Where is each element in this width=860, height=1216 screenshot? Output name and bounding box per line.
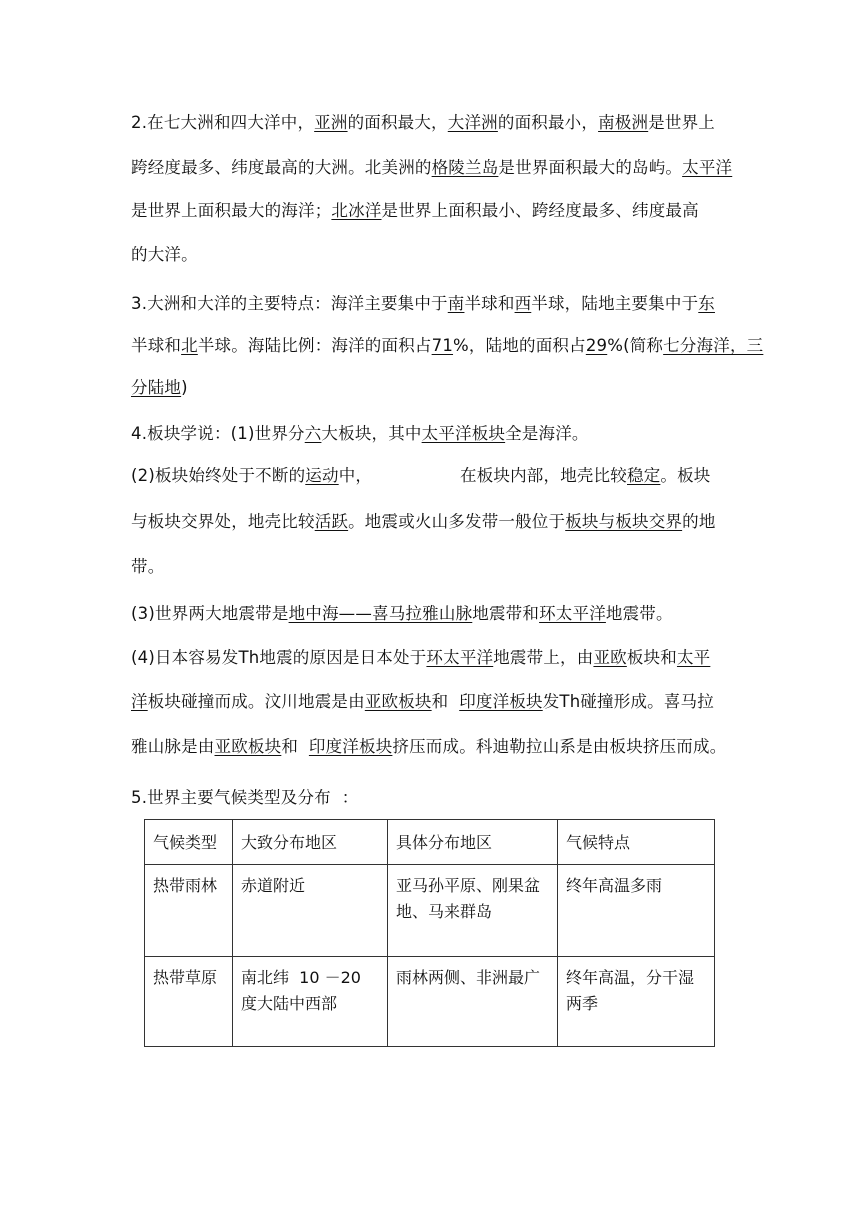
para-2-line-4 <box>131 244 198 266</box>
text: 是世界面积最大的岛屿。 <box>498 158 683 177</box>
table-cell: 热带雨林 <box>145 865 233 957</box>
para-4-line-8 <box>131 736 726 758</box>
answer-pacific-2: 太平 <box>676 648 711 667</box>
table-cell: 亚马孙平原、刚果盆地、马来群岛 <box>388 865 558 957</box>
text: (4)日本容易发Th地震的原因是日本处于 <box>131 648 427 667</box>
table-header-row <box>145 820 715 865</box>
para-4-line-2b <box>460 465 711 487</box>
text: (3)世界两大地震带是 <box>131 604 289 623</box>
text: 挤压而成。科迪勒拉山系是由板块挤压而成。 <box>392 737 727 756</box>
para-4-line-4 <box>131 556 164 578</box>
answer-pacific-plate: 太平洋板块 <box>421 424 506 443</box>
answer-east: 东 <box>698 294 715 313</box>
text: 半球和 <box>131 336 182 355</box>
text: 地震带和 <box>472 604 540 623</box>
text: 的面积最小， <box>497 113 599 132</box>
table-cell: 终年高温，分干湿两季 <box>558 957 715 1047</box>
answer-ratio: 七分海洋，三 <box>663 336 764 355</box>
text: 3.大洲和大洋的主要特点：海洋主要集中于 <box>131 294 448 313</box>
text: 2.在七大洲和四大洋中， <box>131 113 315 132</box>
table-cell: 南北纬 10 －20 度大陆中西部 <box>233 957 388 1047</box>
table-header-cell: 气候特点 <box>558 820 715 865</box>
text: 跨经度最多、纬度最高的大洲。北美洲的 <box>131 158 432 177</box>
para-3-line-1 <box>131 293 715 315</box>
text: 板块碰撞而成。汶川地震是由 <box>147 692 365 711</box>
text: 地震带上，由 <box>493 648 594 667</box>
text: 和 <box>281 737 309 756</box>
para-4-line-3 <box>131 511 716 533</box>
text: 4.板块学说：(1)世界分 <box>131 424 305 443</box>
text: 与板块交界处，地壳比较 <box>131 512 315 531</box>
text: ) <box>181 378 188 397</box>
text: 全是海洋。 <box>505 424 589 443</box>
answer-asia: 亚洲 <box>314 113 348 132</box>
text: 大板块，其中 <box>321 424 422 443</box>
text: 的地 <box>682 512 716 531</box>
answer-greenland: 格陵兰岛 <box>431 158 499 177</box>
table-header-cell: 具体分布地区 <box>388 820 558 865</box>
para-4-line-7 <box>131 691 714 713</box>
para-4-line-6 <box>131 647 710 669</box>
answer-arctic: 北冰洋 <box>331 201 382 220</box>
answer-circum-pacific-2: 环太平洋 <box>426 648 494 667</box>
table-row <box>145 865 715 957</box>
table-cell: 热带草原 <box>145 957 233 1047</box>
table-cell: 终年高温多雨 <box>558 865 715 957</box>
text: 的面积最大， <box>347 113 448 132</box>
text: 半球，陆地主要集中于 <box>531 294 699 313</box>
answer-stable: 稳定 <box>627 466 661 485</box>
text: 带。 <box>131 557 165 576</box>
text: 半球和 <box>464 294 515 313</box>
answer-pacific: 太平洋 <box>682 158 733 177</box>
text: 发Th碰撞形成。喜马拉 <box>542 692 714 711</box>
text: 板块和 <box>626 648 677 667</box>
text: %，陆地的面积占 <box>453 336 586 355</box>
table-cell: 雨林两侧、非洲最广 <box>388 957 558 1047</box>
answer-ocean-pct: 71 <box>431 336 454 355</box>
para-5-title: 5.世界主要气候类型及分布 ： <box>131 788 359 807</box>
text: 是世界上面积最大的海洋； <box>131 201 332 220</box>
answer-ratio-cont: 分陆地 <box>131 378 182 397</box>
answer-mediterranean-himalaya: 地中海——喜马拉雅山脉 <box>288 604 473 623</box>
table-header-cell: 气候类型 <box>145 820 233 865</box>
answer-indian-plate: 印度洋板块 <box>459 692 543 711</box>
answer-land-pct: 29 <box>585 336 608 355</box>
answer-six: 六 <box>304 424 322 443</box>
text: 雅山脉是由 <box>131 737 215 756</box>
text: 是世界上面积最小、跨经度最多、纬度最高 <box>381 201 699 220</box>
para-3-line-2 <box>131 335 763 357</box>
answer-eurasian-plate: 亚欧板块 <box>364 692 432 711</box>
text: 的大洋。 <box>131 245 198 264</box>
answer-plate-boundary: 板块与板块交界 <box>565 512 683 531</box>
table-header-cell: 大致分布地区 <box>233 820 388 865</box>
answer-south: 南 <box>447 294 465 313</box>
text: 地震带。 <box>605 604 673 623</box>
answer-oceania: 大洋洲 <box>447 113 498 132</box>
text: (2)板块始终处于不断的 <box>131 466 306 485</box>
answer-antarctica: 南极洲 <box>598 113 649 132</box>
text: 半球。海陆比例：海洋的面积占 <box>197 336 432 355</box>
text: %(简称 <box>607 336 664 355</box>
para-4-line-1 <box>131 423 589 445</box>
answer-indian-plate-2: 印度洋板块 <box>308 737 393 756</box>
table-row <box>145 957 715 1047</box>
table-cell: 赤道附近 <box>233 865 388 957</box>
text: 中， <box>338 466 373 485</box>
text: 在板块内部，地壳比较 <box>460 466 627 485</box>
answer-eurasian-plate-2: 亚欧板块 <box>214 737 282 756</box>
answer-north: 北 <box>181 336 198 355</box>
para-2-line-3 <box>131 200 699 222</box>
answer-circum-pacific: 环太平洋 <box>539 604 606 623</box>
para-3-line-3 <box>131 377 188 399</box>
answer-pacific-2-cont: 洋 <box>131 692 148 711</box>
text: 。板块 <box>660 466 711 485</box>
text: 和 <box>431 692 460 711</box>
para-2-line-1 <box>131 112 715 134</box>
answer-west: 西 <box>514 294 532 313</box>
para-4-line-2a <box>131 465 372 487</box>
text: 是世界上 <box>648 113 715 132</box>
text: 。地震或火山多发带一般位于 <box>348 512 566 531</box>
answer-active: 活跃 <box>314 512 349 531</box>
answer-motion: 运动 <box>305 466 339 485</box>
climate-table <box>144 819 715 1047</box>
answer-eurasian: 亚欧 <box>593 648 627 667</box>
para-4-line-5 <box>131 603 673 625</box>
para-2-line-2 <box>131 157 732 179</box>
